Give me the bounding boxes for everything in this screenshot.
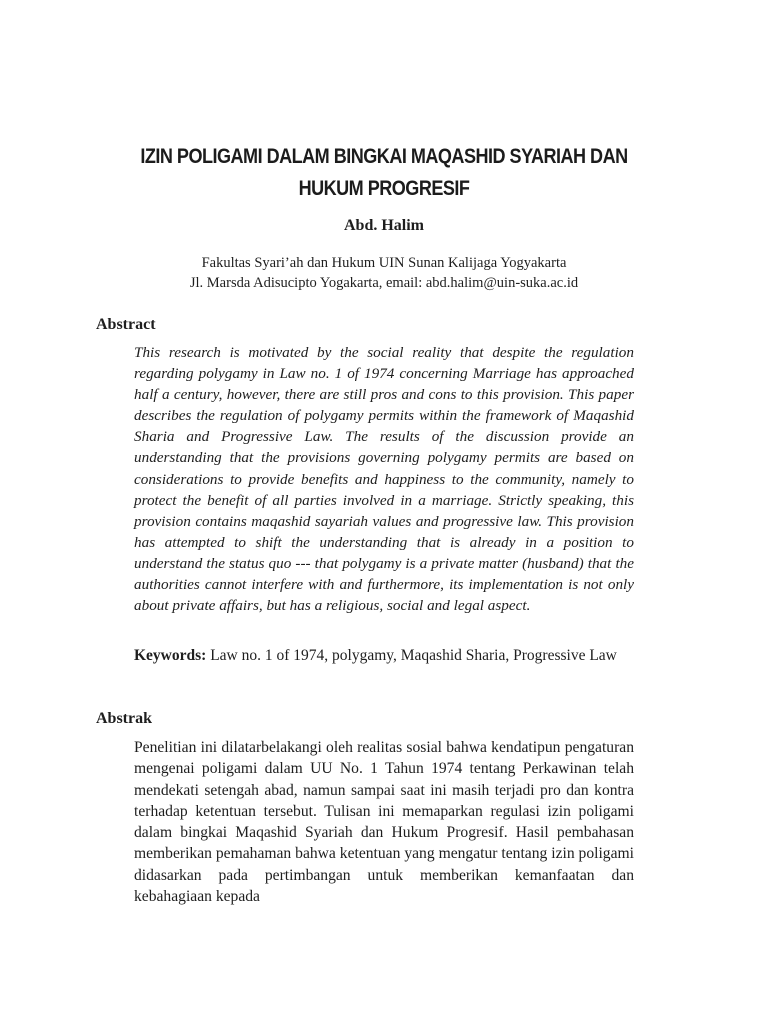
abstrak-heading: Abstrak: [96, 710, 153, 727]
abstrak-text: Penelitian ini dilatarbelakangi oleh realitas sosial bahwa kendatipun pengaturan mengenai poligami dalam UU No. 1 Tahun 1974 tentang Perkawinan telah mendekati setengah abad, namun sampai saat ini masih terjadi pro dan kontra terhadap ketentuan tersebut. Tulisan ini memaparkan regulasi izin poligami dalam bingkai Maqashid Syariah dan Hukum Progresif. Hasil pembahasan memberikan pemahaman bahwa ketentuan yang mengatur tentang izin poligami didasarkan pada pertimbangan untuk memberikan kemanfaatan dan kebahagiaan kepada: [134, 739, 634, 906]
keywords-label: Keywords:: [134, 647, 207, 664]
affiliation-line-1: Fakultas Syari’ah dan Hukum UIN Sunan Kalijaga Yogyakarta: [201, 255, 567, 271]
abstract-text: This research is motivated by the social reality that despite the regulation regarding polygamy in Law no. 1 of 1974 concerning Marriage has approached half a century, however, there are still pros and cons to this provision. This paper describes the regulation of polygamy permits within the framework of Maqashid Sharia and Progressive Law. The results of the discussion provide an understanding that the provisions governing polygamy permits are based on considerations to provide benefits and happiness to the community, namely to protect the benefit of all parties involved in a marriage. Strictly speaking, this provision contains maqashid sayariah values and progressive law. This provision has attempted to shift the understanding that is already in a position to understand the status quo --- that polygamy is a private matter (husband) that the authorities cannot interfere with and furthermore, its implementation is not only about private affairs, but has a religious, social and legal aspect.: [134, 344, 634, 615]
affiliation-line-2: Jl. Marsda Adisucipto Yogakarta, email: abd.halim@uin-suka.ac.id: [189, 275, 579, 291]
paper-title-line-2: HUKUM PROGRESIF: [298, 177, 470, 200]
keywords-text: Law no. 1 of 1974, polygamy, Maqashid Sharia, Progressive Law: [206, 647, 617, 664]
paper-title-line-1: IZIN POLIGAMI DALAM BINGKAI MAQASHID SYARIAH DAN: [140, 145, 628, 168]
author-name: Abd. Halim: [343, 217, 424, 234]
keywords: [134, 645, 634, 667]
abstract-heading: Abstract: [96, 316, 156, 333]
author-affiliation: [0, 253, 768, 293]
paper-title: [105, 141, 662, 205]
